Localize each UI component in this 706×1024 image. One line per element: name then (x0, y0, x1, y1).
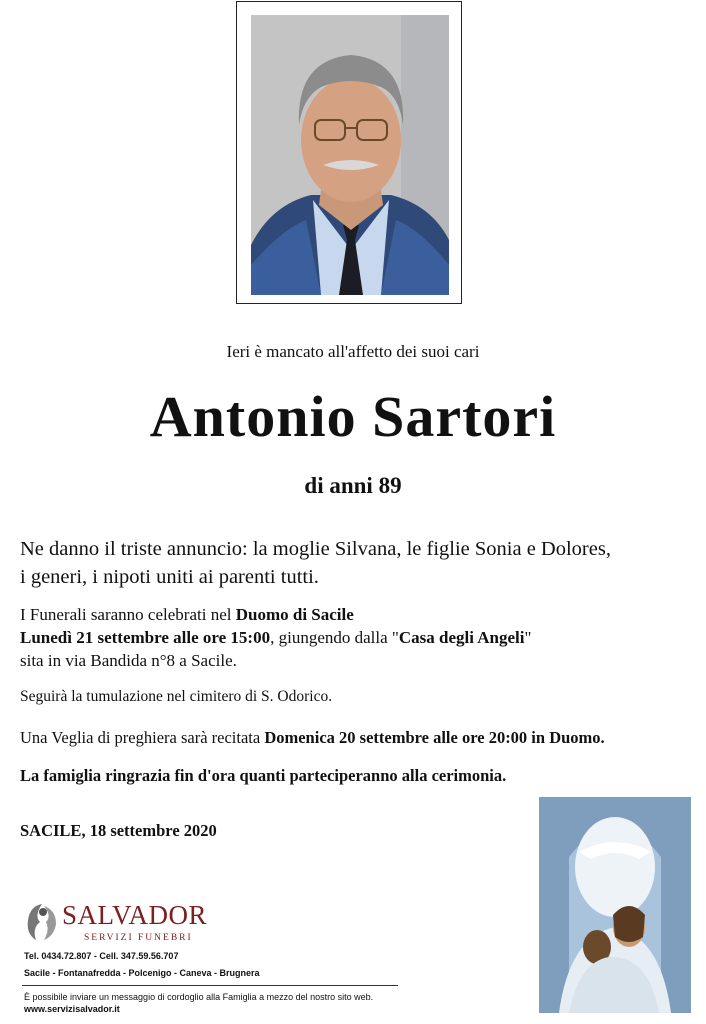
burial-info: Seguirà la tumulazione nel cimitero di S. Odorico. (20, 688, 333, 705)
phone-numbers: Tel. 0434.72.807 - Cell. 347.59.56.707 (24, 951, 179, 961)
funeral-info (20, 603, 680, 672)
family-thanks: La famiglia ringrazia fin d'ora quanti parteciperanno alla cerimonia. (20, 766, 507, 785)
funeral-origin: Casa degli Angeli (398, 628, 525, 647)
vigil-info: Una Veglia di preghiera sarà recitata Domenica 20 settembre alle ore 20:00 in Duomo. (20, 728, 605, 747)
vigil-datetime: Domenica 20 settembre alle ore 20:00 in Duomo. (264, 728, 605, 747)
announcement-line-1: Ne danno il triste annuncio: la moglie Silvana, le figlie Sonia e Dolores, (20, 538, 611, 560)
funeral-line-1: I Funerali saranno celebrati nel Duomo di Sacile (20, 605, 354, 624)
angel-icon (22, 900, 62, 944)
religious-image (539, 797, 691, 1013)
intro-text: Ieri è mancato all'affetto dei suoi cari (226, 342, 480, 361)
announcement (20, 535, 680, 591)
logo-name: SALVADOR (62, 900, 208, 930)
logo-subtitle: SERVIZI FUNEBRI (84, 933, 193, 943)
deceased-age: di anni 89 (304, 473, 402, 498)
website-link[interactable]: www.servizisalvador.it (24, 1004, 120, 1014)
service-cities: Sacile - Fontanafredda - Polcenigo - Caneva - Brugnera (24, 968, 260, 978)
portrait-photo (251, 15, 449, 295)
salvador-logo (22, 898, 222, 948)
funeral-place: Duomo di Sacile (235, 605, 354, 624)
funeral-datetime: Lunedì 21 settembre alle ore 15:00 (20, 628, 271, 647)
portrait-frame (236, 1, 462, 304)
place-date: SACILE, 18 settembre 2020 (20, 821, 217, 840)
footer-divider (22, 985, 398, 986)
funeral-line-2: Lunedì 21 settembre alle ore 15:00, giungendo dalla "Casa degli Angeli" (20, 628, 532, 647)
funeral-address: sita in via Bandida n°8 a Sacile. (20, 651, 237, 670)
condolence-note: È possibile inviare un messaggio di cordoglio alla Famiglia a mezzo del nostro sito web. (24, 992, 374, 1002)
deceased-name: Antonio Sartori (149, 384, 557, 449)
announcement-line-2: i generi, i nipoti uniti ai parenti tutti. (20, 566, 319, 588)
